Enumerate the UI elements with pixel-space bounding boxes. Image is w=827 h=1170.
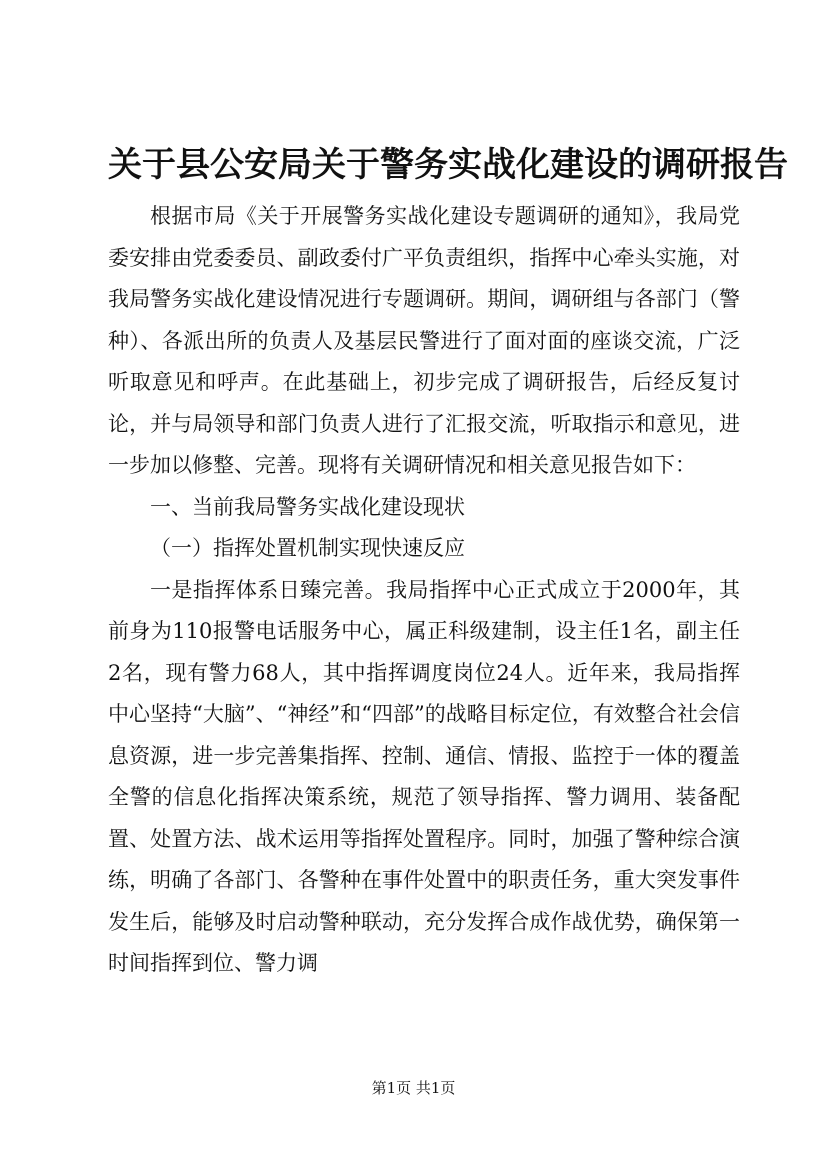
document-body xyxy=(108,196,740,985)
body-paragraph: 一是指挥体系日臻完善。我局指挥中心正式成立于2000年，其前身为110报警电话服务中心，属正科级建制，设主任1名，副主任2名，现有警力68人，其中指挥调度岗位24人。近年来，我局指挥中心坚持“大脑”、“神经”和“四部”的战略目标定位，有效整合社会信息资源，进一步完善集指挥、控制、通信、情报、监控于一体的覆盖全警的信息化指挥决策系统，规范了领导指挥、警力调用、装备配置、处置方法、战术运用等指挥处置程序。同时，加强了警种综合演练，明确了各部门、各警种在事件处置中的职责任务，重大突发事件发生后，能够及时启动警种联动，充分发挥合成作战优势，确保第一时间指挥到位、警力调 xyxy=(108,577,740,975)
document-title: 关于县公安局关于警务实战化建设的调研报告 xyxy=(108,145,788,185)
section-heading: 一、当前我局警务实战化建设现状 xyxy=(150,494,465,519)
page-footer: 第1页 共1页 xyxy=(371,1079,456,1097)
intro-paragraph: 根据市局《关于开展警务实战化建设专题调研的通知》，我局党委安排由党委委员、副政委付广平负责组织，指挥中心牵头实施，对我局警务实战化建设情况进行专题调研。期间，调研组与各部门（警种）、各派出所的负责人及基层民警进行了面对面的座谈交流，广泛听取意见和呼声。在此基础上，初步完成了调研报告，后经反复讨论，并与局领导和部门负责人进行了汇报交流，听取指示和意见，进一步加以修整、完善。现将有关调研情况和相关意见报告如下： xyxy=(108,204,740,477)
subsection-heading: （一）指挥处置机制实现快速反应 xyxy=(150,536,465,560)
